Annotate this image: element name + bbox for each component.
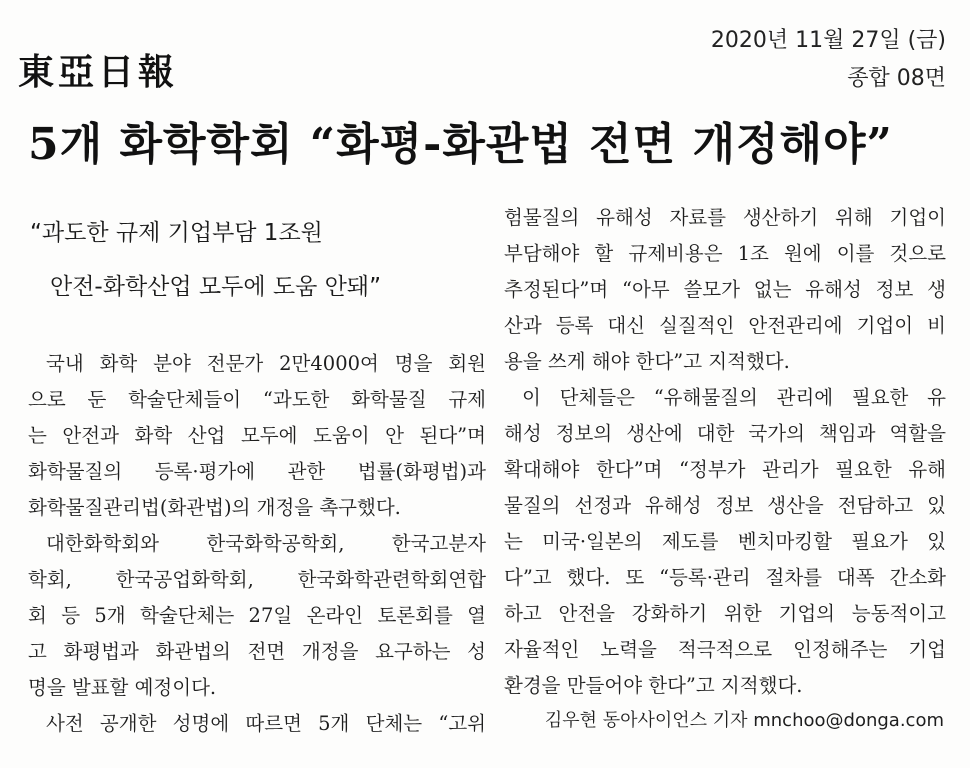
text-line: 자율적인 노력을 적극적으로 인정해주는 기업 [504, 638, 946, 661]
text-line: 화학물질관리법(화관법)의 개정을 촉구했다. [28, 496, 401, 519]
article-headline: 5개 화학학회 “화평-화관법 전면 개정해야” [28, 119, 893, 170]
text-line: 추정된다”며 “아무 쓸모가 없는 유해성 정보 생 [504, 278, 946, 301]
left-column [28, 346, 486, 742]
text-line: 험물질의 유해성 자료를 생산하기 위해 기업이 [504, 206, 946, 229]
newspaper-masthead: 東亞日報 [18, 51, 179, 93]
dateline [711, 22, 946, 98]
text-line: 다”고 했다. 또 “등록·관리 절차를 대폭 간소화 [504, 566, 946, 589]
text-line: 이 단체들은 “유해물질의 관리에 필요한 유 [522, 386, 946, 409]
text-line: 학회, 한국공업화학회, 한국화학관련학회연합 [28, 568, 486, 591]
text-line: 사전 공개한 성명에 따르면 5개 단체는 “고위 [46, 712, 486, 735]
text-line: 환경을 만들어야 한다”고 지적했다. [504, 674, 803, 697]
right-column [504, 200, 946, 704]
text-line: 회 등 5개 학술단체는 27일 온라인 토론회를 열 [28, 604, 486, 627]
text-line: 국내 화학 분야 전문가 2만4000여 명을 회원 [46, 352, 486, 375]
text-line: 는 안전과 화학 산업 모두에 도움이 안 된다”며 [28, 424, 486, 447]
text-line: 하고 안전을 강화하기 위한 기업의 능동적이고 [504, 602, 946, 625]
text-line: 용을 쓰게 해야 한다”고 지적했다. [504, 350, 790, 373]
page-section: 종합 08면 [847, 66, 946, 91]
text-line: 확대해야 한다”며 “정부가 관리가 필요한 유해 [504, 458, 946, 481]
text-line: 부담해야 할 규제비용은 1조 원에 이를 것으로 [504, 242, 946, 265]
subhead-line: “과도한 규제 기업부담 1조원 [30, 220, 323, 246]
text-line: 산과 등록 대신 실질적인 안전관리에 기업이 비 [504, 314, 946, 337]
subhead-line: 안전-화학산업 모두에 도움 안돼” [50, 274, 381, 300]
publication-date: 2020년 11월 27일 (금) [710, 28, 946, 53]
text-line: 으로 둔 학술단체들이 “과도한 화학물질 규제 [28, 388, 486, 411]
text-line: 해성 정보의 생산에 대한 국가의 책임과 역할을 [504, 422, 946, 445]
text-line: 고 화평법과 화관법의 전면 개정을 요구하는 성 [28, 640, 486, 663]
byline: 김우현 동아사이언스 기자 mnchoo@donga.com [544, 710, 944, 731]
text-line: 명을 발표할 예정이다. [28, 676, 217, 699]
text-line: 는 미국·일본의 제도를 벤치마킹할 필요가 있 [504, 530, 946, 553]
text-line: 물질의 선정과 유해성 정보 생산을 전담하고 있 [504, 494, 946, 517]
text-line: 화학물질의 등록·평가에 관한 법률(화평법)과 [28, 460, 486, 483]
text-line: 대한화학회와 한국화학공학회, 한국고분자 [46, 532, 486, 555]
article-subhead [30, 206, 480, 314]
